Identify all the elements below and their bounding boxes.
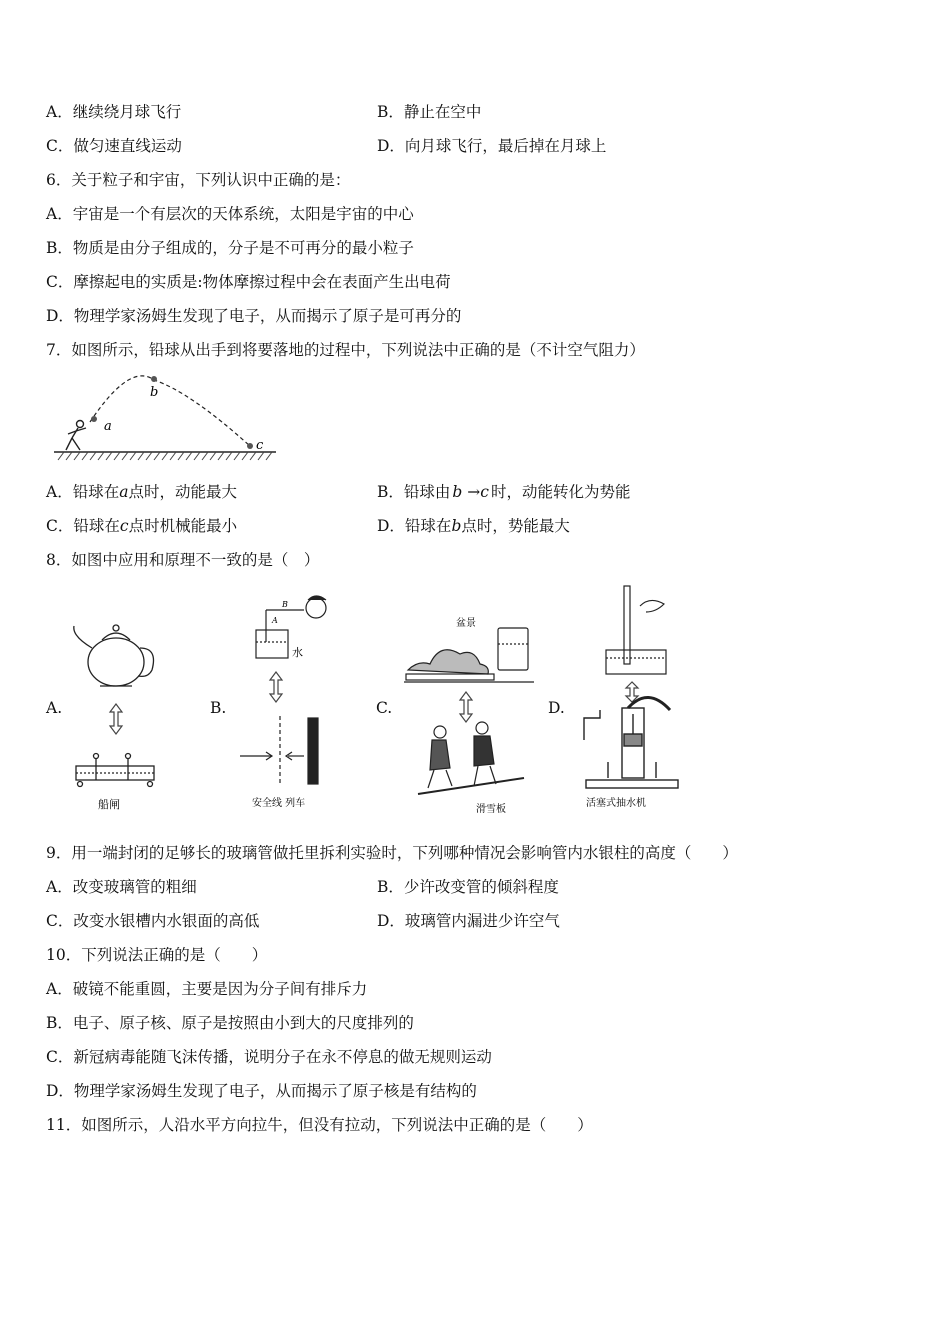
q7-option-c: C．铅球在c点时机械能最小 [46, 517, 238, 535]
q6-option-a: A．宇宙是一个有层次的天体系统，太阳是宇宙的中心 [46, 205, 414, 223]
label-a: a [104, 419, 112, 434]
water-label: 水 [292, 646, 303, 659]
shot-ball-c [247, 443, 253, 449]
q8-label-a: A. [46, 699, 63, 717]
q9-option-c: C．改变水银槽内水银面的高低 [46, 912, 260, 930]
q8-figure-c [404, 608, 534, 818]
double-arrow-icon [110, 704, 122, 734]
q8-label-b: B. [210, 699, 227, 717]
q9-option-a: A．改变玻璃管的粗细 [46, 878, 197, 896]
label-b-point: B [282, 600, 288, 609]
thrower-figure [66, 421, 86, 451]
q8-label-d: D. [548, 699, 565, 717]
q10-option-a: A．破镜不能重圆，主要是因为分子间有排斥力 [46, 980, 368, 998]
safety-line-train-icon [240, 716, 318, 786]
q5-option-c: C．做匀速直线运动 [46, 137, 182, 155]
q7-stem: 7．如图所示，铅球从出手到将要落地的过程中，下列说法中正确的是（不计空气阻力） [46, 341, 645, 359]
q5-option-a: A．继续绕月球飞行 [46, 103, 182, 121]
q9-option-b: B．少许改变管的倾斜程度 [377, 878, 559, 896]
label-a-point: A [272, 616, 278, 625]
label-c: c [256, 438, 264, 453]
q8-stem: 8．如图中应用和原理不一致的是（ ） [46, 551, 320, 569]
ship-lock-icon [76, 754, 154, 787]
teapot-icon [74, 625, 154, 686]
q9-option-d: D．玻璃管内漏进少许空气 [377, 912, 560, 930]
q10-option-b: B．电子、原子核、原子是按照由小到大的尺度排列的 [46, 1014, 414, 1032]
caption-a: 船闸 [98, 798, 120, 811]
tube-in-basin-icon [606, 586, 666, 674]
skiers-icon [418, 722, 524, 794]
q8-figure-a [66, 618, 166, 814]
caption-c: 滑雪板 [476, 804, 506, 815]
q7-option-d: D．铅球在b点时，势能最大 [377, 517, 570, 535]
q6-option-c: C．摩擦起电的实质是:物体摩擦过程中会在表面产生出电荷 [46, 273, 451, 291]
q8-figure-b [236, 590, 346, 814]
piston-pump-icon [584, 697, 678, 788]
q10-option-c: C．新冠病毒能随飞沫传播，说明分子在永不停息的做无规则运动 [46, 1048, 492, 1066]
blowing-experiment-icon [256, 596, 326, 658]
q5-option-d: D．向月球飞行，最后掉在月球上 [377, 137, 607, 155]
double-arrow-icon [270, 672, 282, 702]
q10-stem: 10．下列说法正确的是（ ） [46, 946, 268, 964]
q8-label-c: C. [376, 699, 393, 717]
double-arrow-icon [460, 692, 472, 722]
q6-stem: 6．关于粒子和宇宙，下列认识中正确的是： [46, 171, 351, 189]
q6-option-d: D．物理学家汤姆生发现了电子，从而揭示了原子是可再分的 [46, 307, 462, 325]
bonsai-waterer-icon [404, 628, 534, 682]
q7-option-a: A．铅球在a点时，动能最大 [46, 483, 237, 501]
q11-stem: 11．如图所示，人沿水平方向拉牛，但没有拉动，下列说法中正确的是（ ） [46, 1116, 593, 1134]
q5-option-b: B．静止在空中 [377, 103, 482, 121]
label-b: b [150, 385, 159, 400]
shot-ball-a [91, 416, 97, 422]
q7-option-b: B．铅球由 b →c 时，动能转化为势能 [377, 483, 631, 501]
q10-option-d: D．物理学家汤姆生发现了电子，从而揭示了原子核是有结构的 [46, 1082, 477, 1100]
q9-stem: 9．用一端封闭的足够长的玻璃管做托里拆利实验时，下列哪种情况会影响管内水银柱的高度（ ） [46, 844, 738, 862]
q8-figure-d [578, 584, 688, 812]
double-arrow-icon [626, 682, 638, 702]
caption-b: 安全线 列车 [252, 798, 306, 809]
caption-d: 活塞式抽水机 [586, 798, 646, 809]
shot-ball-b [151, 376, 157, 382]
q6-option-b: B．物质是由分子组成的，分子是不可再分的最小粒子 [46, 239, 414, 257]
q7-trajectory-figure [50, 372, 282, 464]
bonsai-label: 盆景 [456, 618, 476, 629]
